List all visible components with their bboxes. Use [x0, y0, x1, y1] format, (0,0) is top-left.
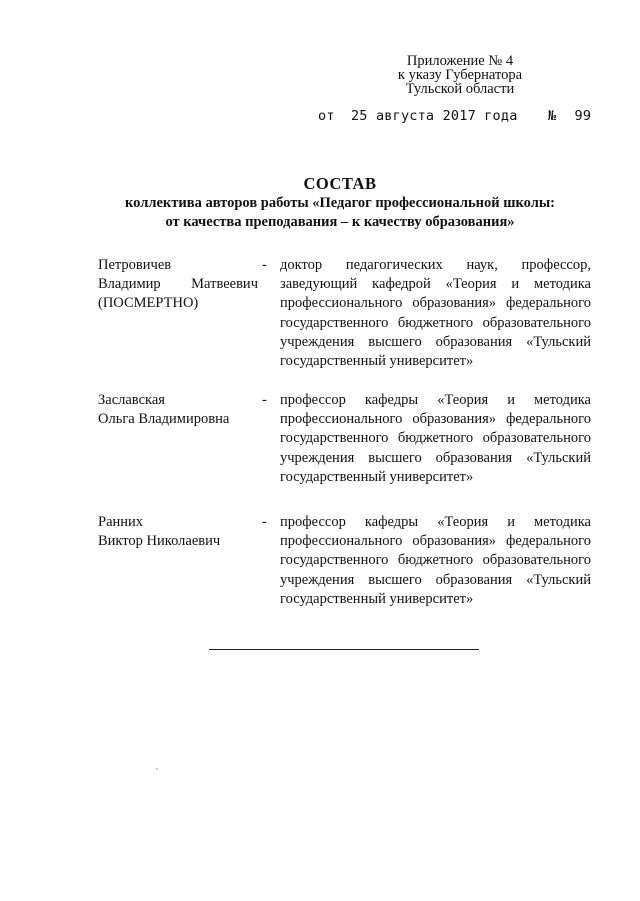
decree-number-sign: № [547, 108, 557, 124]
author-surname: Ранних [98, 514, 144, 530]
scan-speck [156, 768, 158, 770]
appendix-line-region: Тульской области [405, 81, 515, 97]
author-surname: Заславская [98, 392, 165, 408]
document-title [80, 174, 600, 232]
closing-rule [209, 649, 479, 650]
decree-number: 99 [574, 108, 592, 124]
decree-date-prefix: от [318, 108, 335, 124]
decree-date-line [318, 108, 592, 124]
author-description: профессор кафедры «Теория и методика профессионального образования» федерального государственного бюджетного образовательного учреждения высшего образования «Тульский государственный университет» [280, 514, 591, 607]
appendix-line-number: Приложение № 4 [406, 53, 514, 69]
author-surname: Петровичев [98, 257, 172, 273]
author-note: (ПОСМЕРТНО) [98, 295, 199, 311]
appendix-line-decree: к указу Губернатора [397, 67, 523, 83]
entry-dash: - [262, 514, 267, 530]
author-given-names: Виктор Николаевич [98, 533, 221, 549]
author-name [98, 391, 258, 429]
author-name [98, 513, 258, 551]
author-description: профессор кафедры «Теория и методика профессионального образования» федерального государственного бюджетного образовательного учреждения высшего образования «Тульский государственный университет» [280, 392, 591, 485]
entry-dash: - [262, 392, 267, 408]
title-subtitle-line-1: коллектива авторов работы «Педагог профессиональной школы: [125, 195, 555, 211]
title-subtitle-line-2: от качества преподавания – к качеству образования» [165, 214, 515, 230]
decree-date: 25 августа 2017 года [350, 108, 518, 124]
entry-dash: - [262, 257, 267, 273]
author-description: доктор педагогических наук, профессор, заведующий кафедрой «Теория и методика профессионального образования» федерального государственного бюджетного образовательного учреждения высшего образования «Тульский государственный университет» [280, 257, 591, 370]
author-given-names: Владимир Матвеевич [98, 276, 258, 292]
author-name [98, 256, 258, 313]
author-given-names: Ольга Владимировна [98, 411, 230, 427]
appendix-header [380, 54, 540, 96]
title-heading: СОСТАВ [303, 174, 377, 193]
